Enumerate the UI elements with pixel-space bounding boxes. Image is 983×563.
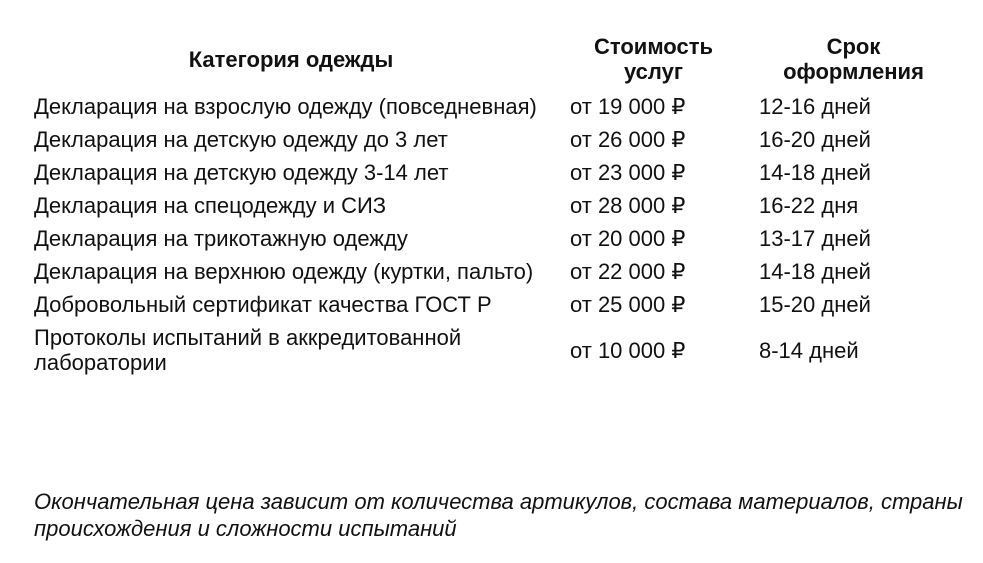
price-cell: от 22 000 ₽ [570, 259, 686, 284]
header-price-line2: услуг [623, 59, 683, 84]
category-cell: Декларация на верхнюю одежду (куртки, пальто) [34, 259, 534, 284]
price-cell: от 28 000 ₽ [570, 193, 686, 218]
header-term [751, 28, 956, 90]
term-cell: 16-20 дней [759, 127, 871, 152]
price-cell: от 20 000 ₽ [570, 226, 686, 251]
price-cell: от 26 000 ₽ [570, 127, 686, 152]
price-cell: от 23 000 ₽ [570, 160, 686, 185]
price-cell: от 10 000 ₽ [570, 337, 686, 363]
table-row [26, 123, 956, 156]
term-cell: 8-14 дней [759, 337, 859, 363]
term-cell: 12-16 дней [759, 94, 871, 119]
category-cell: Декларация на детскую одежду до 3 лет [34, 127, 448, 152]
header-row [26, 28, 956, 90]
table-header [26, 28, 956, 90]
price-note: Окончательная цена зависит от количества артикулов, состава материалов, страны происхождения и сложности испытаний [34, 489, 963, 541]
category-cell: Декларация на взрослую одежду (повседневная) [34, 94, 537, 119]
term-cell: 14-18 дней [759, 259, 871, 284]
header-price [556, 28, 751, 90]
category-cell: Декларация на детскую одежду 3-14 лет [34, 160, 449, 185]
term-cell: 13-17 дней [759, 226, 871, 251]
price-cell: от 25 000 ₽ [570, 292, 686, 317]
term-cell: 15-20 дней [759, 292, 871, 317]
term-cell: 16-22 дня [759, 193, 859, 218]
table-row [26, 189, 956, 222]
price-cell: от 19 000 ₽ [570, 94, 686, 119]
category-cell: Декларация на спецодежду и СИЗ [34, 193, 387, 218]
table-row [26, 288, 956, 321]
category-cell: Добровольный сертификат качества ГОСТ Р [34, 292, 492, 317]
category-cell: Протоколы испытаний в аккредитованной лаборатории [34, 325, 462, 375]
table-row [26, 255, 956, 288]
table-row [26, 156, 956, 189]
table-row [26, 321, 956, 379]
price-table [26, 28, 956, 379]
table-row [26, 90, 956, 123]
category-cell: Декларация на трикотажную одежду [34, 226, 408, 251]
header-term-line2: оформления [783, 59, 924, 84]
header-term-line1: Срок [826, 34, 881, 59]
term-cell: 14-18 дней [759, 160, 871, 185]
header-category: Категория одежды [188, 46, 394, 72]
table-row [26, 222, 956, 255]
header-price-line1: Стоимость [593, 34, 713, 59]
table-body [26, 90, 956, 379]
